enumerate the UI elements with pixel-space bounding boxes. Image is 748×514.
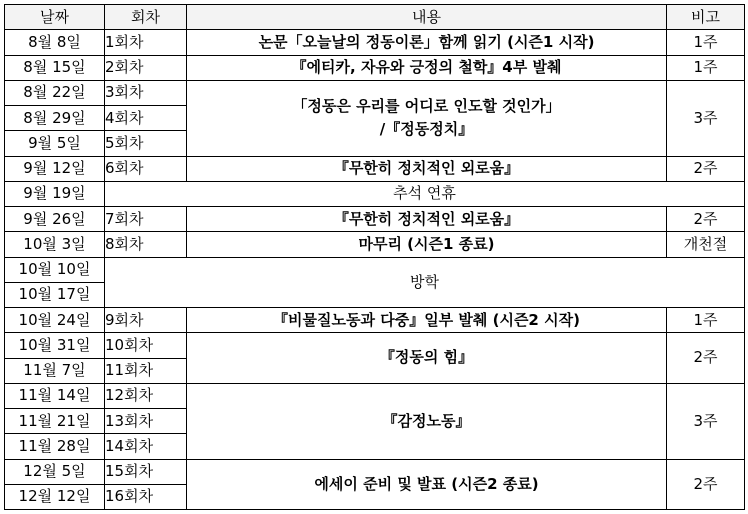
date-cell: 9월 19일: [5, 181, 105, 206]
session-cell: 13회차: [105, 409, 187, 434]
header-row: [5, 5, 745, 30]
note-cell: 1주: [667, 30, 745, 55]
note-cell: 개천절: [667, 232, 745, 257]
note-cell: 2주: [667, 207, 745, 232]
content-cell: 『정동의 힘』: [187, 333, 667, 384]
table-row: [5, 156, 745, 181]
date-cell: 11월 28일: [5, 434, 105, 459]
session-cell: 2회차: [105, 55, 187, 80]
content-cell: 논문「오늘날의 정동이론」함께 읽기 (시즌1 시작): [187, 30, 667, 55]
date-cell: 10월 10일: [5, 257, 105, 282]
date-cell: 8월 8일: [5, 30, 105, 55]
content-line: 「정동은 우리를 어디로 인도할 것인가」: [292, 96, 561, 115]
table-row: [5, 207, 745, 232]
table-row: [5, 333, 745, 358]
note-cell: 2주: [667, 459, 745, 510]
date-cell: 8월 29일: [5, 106, 105, 131]
session-cell: 10회차: [105, 333, 187, 358]
date-cell: 8월 15일: [5, 55, 105, 80]
note-cell: 3주: [667, 80, 745, 156]
content-cell: 『감정노동』: [187, 383, 667, 459]
table-row: [5, 308, 745, 333]
session-cell: 8회차: [105, 232, 187, 257]
note-cell: 1주: [667, 55, 745, 80]
session-cell: 11회차: [105, 358, 187, 383]
header-session: 회차: [105, 5, 187, 30]
date-cell: 11월 7일: [5, 358, 105, 383]
date-cell: 9월 5일: [5, 131, 105, 156]
table-row: [5, 80, 745, 105]
date-cell: 10월 24일: [5, 308, 105, 333]
date-cell: 8월 22일: [5, 80, 105, 105]
session-cell: 12회차: [105, 383, 187, 408]
date-cell: 10월 31일: [5, 333, 105, 358]
date-cell: 12월 5일: [5, 459, 105, 484]
content-cell: 『에티카, 자유와 긍정의 철학』4부 발췌: [187, 55, 667, 80]
date-cell: 11월 14일: [5, 383, 105, 408]
session-cell: 15회차: [105, 459, 187, 484]
session-cell: 16회차: [105, 484, 187, 509]
session-cell: 4회차: [105, 106, 187, 131]
table-row: [5, 181, 745, 206]
date-cell: 10월 3일: [5, 232, 105, 257]
date-cell: 11월 21일: [5, 409, 105, 434]
date-cell: 10월 17일: [5, 282, 105, 307]
session-cell: 1회차: [105, 30, 187, 55]
session-cell: 7회차: [105, 207, 187, 232]
content-cell: 에세이 준비 및 발표 (시즌2 종료): [187, 459, 667, 510]
content-cell-merged: [187, 80, 667, 156]
header-content: 내용: [187, 5, 667, 30]
content-line: /『정동정치』: [379, 120, 474, 139]
date-cell: 9월 12일: [5, 156, 105, 181]
schedule-table: [4, 4, 745, 510]
date-cell: 12월 12일: [5, 484, 105, 509]
session-cell: 5회차: [105, 131, 187, 156]
table-row: [5, 459, 745, 484]
header-date: 날짜: [5, 5, 105, 30]
content-cell: 마무리 (시즌1 종료): [187, 232, 667, 257]
content-cell: 『무한히 정치적인 외로움』: [187, 156, 667, 181]
session-cell: 3회차: [105, 80, 187, 105]
table-row: [5, 232, 745, 257]
session-cell: 14회차: [105, 434, 187, 459]
header-note: 비고: [667, 5, 745, 30]
note-cell: 2주: [667, 333, 745, 384]
table-row: [5, 257, 745, 282]
note-cell: 1주: [667, 308, 745, 333]
content-cell: 『무한히 정치적인 외로움』: [187, 207, 667, 232]
note-cell: 2주: [667, 156, 745, 181]
holiday-cell: 추석 연휴: [105, 181, 745, 206]
table-row: [5, 30, 745, 55]
table-row: [5, 55, 745, 80]
content-cell: 『비물질노동과 다중』일부 발췌 (시즌2 시작): [187, 308, 667, 333]
session-cell: 6회차: [105, 156, 187, 181]
table-row: [5, 383, 745, 408]
session-cell: 9회차: [105, 308, 187, 333]
vacation-cell: 방학: [105, 257, 745, 308]
note-cell: 3주: [667, 383, 745, 459]
date-cell: 9월 26일: [5, 207, 105, 232]
